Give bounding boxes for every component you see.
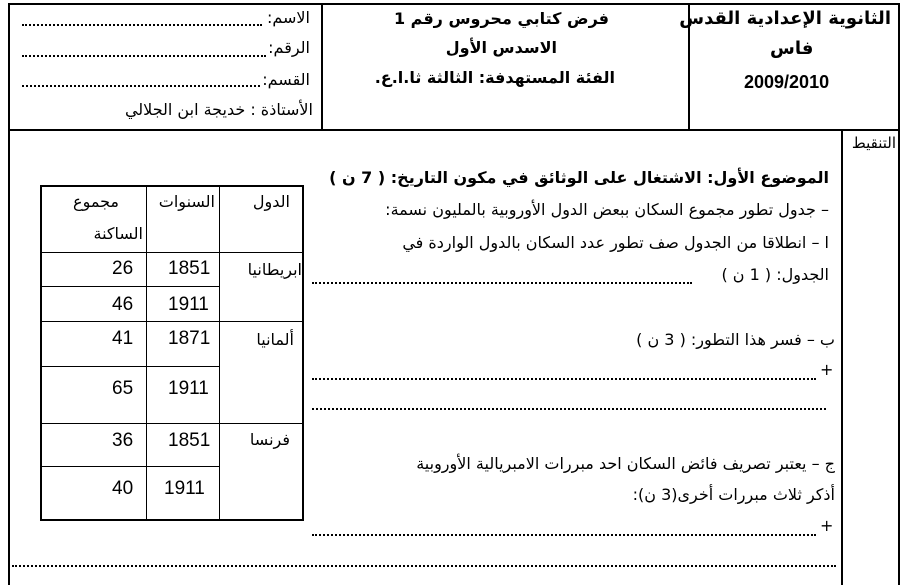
grading-column-divider bbox=[841, 131, 843, 585]
body-border-right bbox=[898, 131, 900, 585]
question-a-line1: ا – انطلاقا من الجدول صف تطور عدد السكان بالدول الواردة في bbox=[402, 233, 829, 252]
table-header-country: الدول bbox=[252, 192, 290, 211]
body-border-left bbox=[8, 131, 10, 585]
grading-label: التنقيط bbox=[851, 134, 896, 152]
name-label: الاسم: bbox=[266, 8, 310, 27]
table-cell-population: 41 bbox=[112, 328, 134, 349]
question-c-line2: أذكر ثلاث مبررات أخرى(3 ن): bbox=[632, 485, 835, 504]
answer-b-line1[interactable] bbox=[312, 378, 816, 380]
number-label: الرقم: bbox=[268, 38, 310, 57]
name-field[interactable] bbox=[22, 24, 262, 26]
table-cell-country: ألمانيا bbox=[256, 330, 294, 349]
topic-title: الموضوع الأول: الاشتغال على الوثائق في مكون التاريخ: ( 7 ن ) bbox=[329, 168, 829, 187]
table-cell-year: 1851 bbox=[168, 430, 211, 451]
school-city: فاس bbox=[770, 38, 814, 59]
table-cell-population: 46 bbox=[112, 294, 134, 315]
school-name: الثانوية الإعدادية القدس bbox=[679, 8, 891, 29]
section-field[interactable] bbox=[22, 85, 260, 87]
number-field[interactable] bbox=[22, 55, 266, 57]
table-header-line bbox=[40, 252, 304, 253]
header-divider-left bbox=[321, 3, 323, 131]
table-cell-population: 65 bbox=[112, 378, 134, 399]
question-a-line2: الجدول: ( 1 ن ) bbox=[721, 265, 829, 284]
table-cell-year: 1911 bbox=[168, 378, 209, 399]
table-cell-population: 40 bbox=[112, 478, 134, 499]
topic-intro: – جدول تطور مجموع السكان ببعض الدول الأوروبية بالمليون نسمة: bbox=[385, 200, 829, 219]
answer-a-line[interactable] bbox=[312, 282, 692, 284]
table-cell-year: 1911 bbox=[168, 294, 209, 315]
table-cell-year: 1851 bbox=[168, 258, 211, 279]
exam-title: فرض كتابي محروس رقم 1 bbox=[393, 9, 609, 28]
exam-semester: الاسدس الأول bbox=[445, 38, 557, 57]
population-table bbox=[40, 185, 304, 521]
table-col-line-2 bbox=[219, 185, 220, 521]
answer-b-line2[interactable] bbox=[312, 408, 826, 410]
answer-b-plus: + bbox=[820, 360, 834, 379]
question-c-line1: ج – يعتبر تصريف فائض السكان احد مبررات الامبريالية الأوروبية bbox=[416, 454, 835, 473]
table-cell-population: 36 bbox=[112, 430, 134, 451]
table-row-line-5 bbox=[40, 466, 220, 467]
table-cell-country: ابريطانيا bbox=[247, 260, 302, 279]
table-row-line-1 bbox=[40, 286, 220, 287]
table-cell-country: فرنسا bbox=[249, 430, 290, 449]
answer-c-line1[interactable] bbox=[312, 534, 816, 536]
answer-c-plus: + bbox=[820, 516, 834, 535]
table-col-line-1 bbox=[146, 185, 147, 521]
table-row-line-3 bbox=[40, 366, 220, 367]
teacher-name: الأستاذة : خديجة ابن الجلالي bbox=[124, 100, 313, 119]
table-cell-population: 26 bbox=[112, 258, 134, 279]
question-b: ب – فسر هذا التطور: ( 3 ن ) bbox=[636, 330, 835, 349]
table-header-population: الساكنة bbox=[93, 224, 143, 243]
table-row-line-2 bbox=[40, 321, 304, 322]
table-header-years: السنوات bbox=[158, 192, 215, 211]
section-label: القسم: bbox=[262, 70, 310, 89]
table-cell-year: 1911 bbox=[164, 478, 205, 499]
table-row-line-4 bbox=[40, 423, 304, 424]
table-cell-year: 1871 bbox=[168, 328, 211, 349]
table-header-total: مجموع bbox=[73, 192, 119, 211]
exam-target: الفئة المستهدفة: الثالثة ثا.ا.ع. bbox=[374, 68, 615, 87]
school-year: 2009/2010 bbox=[744, 72, 830, 92]
answer-c-line2[interactable] bbox=[12, 565, 836, 567]
